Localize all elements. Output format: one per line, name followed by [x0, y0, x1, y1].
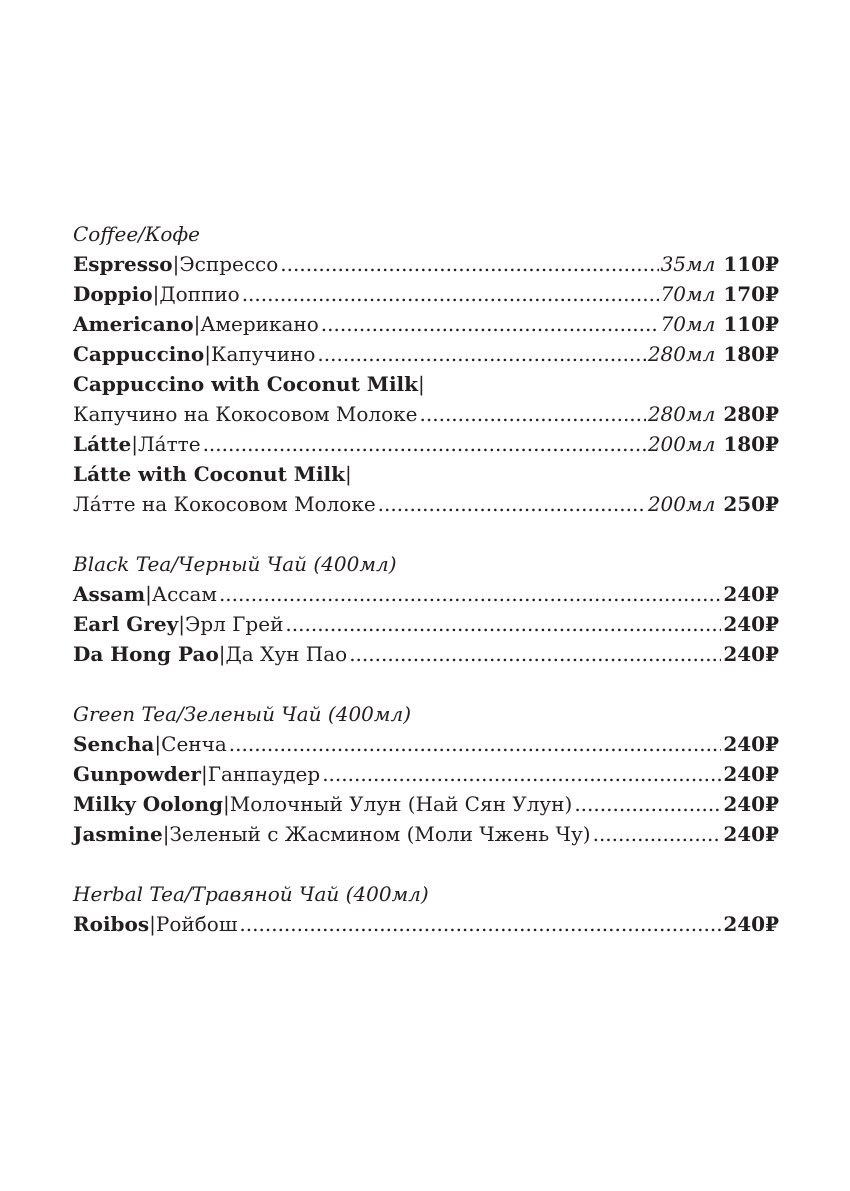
menu-item	[73, 249, 779, 279]
item-price: 240₽	[723, 762, 779, 786]
section-heading: Black Tea/Черный Чай (400мл)	[73, 552, 397, 576]
item-separator: |	[149, 912, 156, 936]
item-name-ru: Американо	[200, 312, 319, 336]
dot-leader	[322, 759, 721, 789]
item-name-ru: Капучино на Кокосовом Молоке	[73, 402, 418, 426]
section-herbal-tea	[73, 879, 779, 939]
dot-leader	[378, 489, 646, 519]
item-separator: |	[178, 612, 186, 636]
menu-item-title-line	[73, 369, 779, 399]
item-name-en: Espresso	[73, 252, 173, 276]
item-volume: 200мл	[647, 432, 716, 456]
item-separator: |	[162, 822, 170, 846]
menu-item	[73, 429, 779, 459]
item-separator: |	[218, 642, 226, 666]
item-separator: |	[223, 792, 230, 816]
item-name-en: Earl Grey	[73, 612, 179, 636]
item-name-en: Roibos	[73, 912, 150, 936]
dot-leader	[229, 729, 722, 759]
dot-leader	[219, 579, 721, 609]
item-name-ru: Да Хун Пао	[225, 642, 348, 666]
section-green-tea	[73, 699, 779, 849]
item-name-en: Látte	[73, 432, 132, 456]
item-separator: |	[204, 342, 211, 366]
item-name-ru: Сенча	[161, 732, 227, 756]
item-price: 240₽	[723, 612, 779, 636]
item-volume: 35мл	[660, 252, 716, 276]
item-name-ru: Ассам	[151, 582, 217, 606]
item-separator: |	[152, 282, 160, 306]
item-price: 170₽	[723, 282, 779, 306]
item-price: 240₽	[723, 642, 779, 666]
item-name-en: Cappuccino with Coconut Milk	[73, 372, 418, 396]
item-price: 250₽	[723, 492, 779, 516]
item-volume: 70мл	[660, 282, 716, 306]
item-name-ru: Доппио	[159, 282, 240, 306]
item-separator: |	[418, 372, 425, 396]
item-price: 180₽	[723, 342, 779, 366]
item-name-ru: Молочный Улун (Най Сян Улун)	[229, 792, 573, 816]
item-separator: |	[172, 252, 180, 276]
item-separator: |	[154, 732, 162, 756]
menu-item	[73, 789, 779, 819]
item-name-en: Cappuccino	[73, 342, 205, 366]
section-heading: Herbal Tea/Травяной Чай (400мл)	[73, 882, 429, 906]
dot-leader	[239, 909, 721, 939]
section-black-tea	[73, 549, 779, 669]
item-name-ru: Ганпаудер	[207, 762, 321, 786]
section-coffee	[73, 219, 779, 519]
item-price: 180₽	[723, 432, 779, 456]
dot-leader	[321, 309, 659, 339]
item-name-en: Doppio	[73, 282, 153, 306]
dot-leader	[574, 789, 721, 819]
menu-item	[73, 729, 779, 759]
item-price: 240₽	[723, 912, 779, 936]
menu	[73, 219, 779, 969]
item-name-en: Gunpowder	[73, 762, 201, 786]
dot-leader	[242, 279, 659, 309]
item-separator: |	[145, 582, 152, 606]
menu-item	[73, 279, 779, 309]
item-name-ru: Ла́тте на Кокосовом Молоке	[73, 492, 376, 516]
item-name-ru: Ройбош	[155, 912, 238, 936]
dot-leader	[285, 609, 721, 639]
item-separator: |	[131, 432, 138, 456]
item-name-ru: Ла́тте	[137, 432, 201, 456]
item-price: 240₽	[723, 822, 779, 846]
menu-item	[73, 399, 779, 429]
item-name-ru: Эспрессо	[179, 252, 279, 276]
item-name-en: Milky Oolong	[73, 792, 223, 816]
item-price: 240₽	[723, 792, 779, 816]
menu-item-title-line	[73, 459, 779, 489]
item-name-en: Da Hong Pao	[73, 642, 219, 666]
item-price: 240₽	[723, 582, 779, 606]
item-name-ru: Эрл Грей	[185, 612, 284, 636]
item-name-en: Sencha	[73, 732, 155, 756]
menu-item	[73, 609, 779, 639]
item-price: 240₽	[723, 732, 779, 756]
menu-item	[73, 639, 779, 669]
item-price: 110₽	[723, 312, 779, 336]
item-name-ru: Зеленый с Жасмином (Моли Чжень Чу)	[169, 822, 591, 846]
dot-leader	[280, 249, 658, 279]
menu-item	[73, 579, 779, 609]
menu-item	[73, 309, 779, 339]
item-separator: |	[345, 462, 352, 486]
item-separator: |	[193, 312, 201, 336]
item-separator: |	[200, 762, 208, 786]
menu-item	[73, 489, 779, 519]
item-volume: 280мл	[647, 402, 716, 426]
item-volume: 70мл	[660, 312, 716, 336]
item-volume: 200мл	[647, 492, 716, 516]
dot-leader	[420, 399, 646, 429]
dot-leader	[317, 339, 645, 369]
item-name-en: Jasmine	[73, 822, 163, 846]
item-name-ru: Капучино	[210, 342, 316, 366]
menu-item	[73, 759, 779, 789]
item-price: 280₽	[723, 402, 779, 426]
section-heading: Coffee/Кофе	[73, 222, 200, 246]
item-price: 110₽	[723, 252, 779, 276]
section-heading: Green Tea/Зеленый Чай (400мл)	[73, 702, 412, 726]
menu-item	[73, 909, 779, 939]
dot-leader	[593, 819, 722, 849]
item-name-en: Americano	[73, 312, 194, 336]
dot-leader	[203, 429, 646, 459]
menu-item	[73, 339, 779, 369]
item-volume: 280мл	[647, 342, 716, 366]
menu-item	[73, 819, 779, 849]
dot-leader	[349, 639, 721, 669]
item-name-en: Látte with Coconut Milk	[73, 462, 345, 486]
item-name-en: Assam	[73, 582, 146, 606]
